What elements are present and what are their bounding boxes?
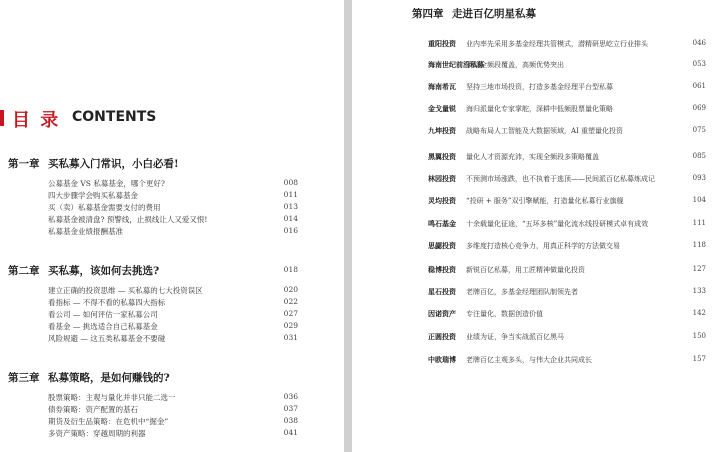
firm-entry[interactable] bbox=[428, 355, 712, 367]
chapter-title: 买私募入门常识，小白必看! bbox=[48, 158, 179, 170]
chapter-title: 走进百亿明星私募 bbox=[452, 8, 536, 20]
right-page bbox=[352, 0, 720, 452]
page-number: 142 bbox=[692, 309, 706, 317]
page-number: 041 bbox=[283, 428, 298, 437]
toc-entry[interactable]: 买（卖）私募基金需要支付的费用 013 bbox=[48, 202, 298, 212]
firm-name: 重阳投资 bbox=[428, 39, 456, 48]
firm-name: 灵均投资 bbox=[428, 196, 456, 205]
chapter-number: 第二章 bbox=[8, 265, 40, 277]
page-number: 014 bbox=[283, 214, 298, 223]
firm-name: 鸣石基金 bbox=[428, 219, 456, 228]
firm-entry[interactable] bbox=[428, 309, 712, 321]
toc-entry[interactable]: 公募基金 VS 私募基金，哪个更好? 008 bbox=[48, 178, 298, 188]
page-number: 061 bbox=[692, 82, 706, 90]
toc-title-english: CONTENTS bbox=[72, 109, 157, 125]
chapter-2 bbox=[8, 263, 338, 345]
firm-name: 稳博投资 bbox=[428, 265, 456, 274]
page-number: 111 bbox=[692, 219, 706, 227]
firm-entry[interactable] bbox=[428, 241, 712, 253]
toc-entry[interactable]: 风险规避 — 这五类私募基金不要碰 031 bbox=[48, 333, 298, 343]
firm-description: 老牌百亿主观多头，与伟大企业共同成长 bbox=[466, 356, 592, 364]
firm-description: 新锐百亿私募，用工匠精神做量化投资 bbox=[466, 266, 585, 274]
page-number: 016 bbox=[283, 226, 298, 235]
firm-description: 老牌百亿，多基金经理团队制领先者 bbox=[466, 288, 578, 296]
toc-entry[interactable]: 私募基金被清盘? 预警线，止损线让人又爱又恨! 014 bbox=[48, 214, 298, 224]
firm-name: 中欧瑞博 bbox=[428, 355, 456, 364]
page-number: 027 bbox=[283, 309, 298, 318]
page-number: 150 bbox=[692, 332, 706, 340]
page-number: 093 bbox=[692, 174, 706, 182]
toc-entry[interactable]: 看基金 — 挑选适合自己私募基金 029 bbox=[48, 321, 298, 331]
toc-entry[interactable]: 看公司 — 如何评估一家私募公司 027 bbox=[48, 309, 298, 319]
toc-entry[interactable]: 建立正确的投资思维 — 买私募的七大投资误区 020 bbox=[48, 285, 298, 295]
toc-entry[interactable]: 看指标 — 不得不看的私募四大指标 022 bbox=[48, 297, 298, 307]
toc-red-marker bbox=[0, 110, 4, 126]
toc-entry[interactable]: 多资产策略：穿越周期的利器 041 bbox=[48, 428, 298, 438]
firm-description: 坚持三地市场投资，打造多基金经理平台型私募 bbox=[466, 83, 613, 91]
firm-description: 量化人才资源充沛，实现全频段多策略覆盖 bbox=[466, 153, 599, 161]
chapter-number: 第四章 bbox=[412, 8, 444, 20]
left-page bbox=[0, 0, 344, 452]
firm-name: 林园投资 bbox=[428, 174, 456, 183]
page-number: 018 bbox=[283, 265, 298, 274]
toc-entry[interactable]: 债券策略：资产配置的基石 037 bbox=[48, 404, 298, 414]
firm-description: 十余载量化征途，“五环多核”量化流水线投研模式卓有成效 bbox=[466, 220, 649, 228]
toc-entry[interactable]: 期货及衍生品策略：在危机中“掘金” 038 bbox=[48, 416, 298, 426]
page-gutter bbox=[344, 0, 352, 452]
page-number: 029 bbox=[283, 321, 298, 330]
page-number: 031 bbox=[283, 333, 298, 342]
page-number: 020 bbox=[283, 285, 298, 294]
firm-entry[interactable] bbox=[428, 287, 712, 299]
firm-name: 思勰投资 bbox=[428, 241, 456, 250]
firm-description: 海归派量化专家掌舵，深耕中低频股票量化策略 bbox=[466, 105, 613, 113]
firm-entry[interactable] bbox=[428, 60, 712, 72]
chapter-heading[interactable] bbox=[8, 156, 338, 172]
firm-name: 星石投资 bbox=[428, 287, 456, 296]
firm-entry[interactable] bbox=[428, 196, 712, 208]
page-number: 008 bbox=[283, 178, 298, 187]
firm-description: 业绩为证，争当实战派百亿黑马 bbox=[466, 333, 564, 341]
firm-name: 正圆投资 bbox=[428, 332, 456, 341]
firm-name: 黑翼投资 bbox=[428, 152, 456, 161]
chapter-number: 第三章 bbox=[8, 372, 40, 384]
page-number: 133 bbox=[692, 287, 706, 295]
firm-entry[interactable] bbox=[428, 104, 712, 116]
firm-entry[interactable] bbox=[428, 332, 712, 344]
page-number: 104 bbox=[692, 196, 706, 204]
firm-entry[interactable] bbox=[428, 265, 712, 277]
firm-name: 金戈量锐 bbox=[428, 104, 456, 113]
firm-entry[interactable] bbox=[428, 174, 712, 186]
toc-entry[interactable]: 股票策略：主观与量化并非只能二选一 036 bbox=[48, 392, 298, 402]
chapter-heading[interactable] bbox=[8, 263, 338, 279]
page-number: 036 bbox=[283, 392, 298, 401]
firm-name: 因诺资产 bbox=[428, 309, 456, 318]
firm-description: “投研 + 服务”双引擎赋能，打造量化私募行业旗舰 bbox=[466, 197, 624, 205]
firm-entry[interactable] bbox=[428, 152, 712, 164]
chapter-title: 买私募，该如何去挑选? bbox=[48, 265, 160, 277]
page-number: 011 bbox=[283, 190, 298, 199]
firm-description: 策略全频段覆盖，高频优势突出 bbox=[466, 61, 564, 69]
page-number: 013 bbox=[283, 202, 298, 211]
firm-name: 九坤投资 bbox=[428, 126, 456, 135]
page-number: 069 bbox=[692, 104, 706, 112]
chapter-3 bbox=[8, 370, 338, 440]
page-number: 157 bbox=[692, 355, 706, 363]
firm-description: 业内率先采用多基金经理共管模式，潜精研思屹立行业排头 bbox=[466, 40, 648, 48]
firm-name: 海南希瓦 bbox=[428, 82, 456, 91]
firm-description: 不预测市场涨跌，也不执着于逃顶——民间派百亿私募炼成记 bbox=[466, 175, 655, 183]
firm-entry[interactable] bbox=[428, 82, 712, 94]
firm-entry[interactable] bbox=[428, 39, 712, 51]
chapter-number: 第一章 bbox=[8, 158, 40, 170]
firm-entry[interactable] bbox=[428, 219, 712, 231]
page-number: 037 bbox=[283, 404, 298, 413]
chapter-title: 私募策略，是如何赚钱的? bbox=[48, 372, 170, 384]
toc-entry[interactable]: 四大步骤学会购买私募基金 011 bbox=[48, 190, 298, 200]
firm-description: 专注量化，数据创造价值 bbox=[466, 310, 543, 318]
page-number: 127 bbox=[692, 265, 706, 273]
page-number: 075 bbox=[692, 126, 706, 134]
page-number: 118 bbox=[692, 241, 706, 249]
page-number: 053 bbox=[692, 60, 706, 68]
firm-description: 战略布局人工智能及大数据领域，AI 重塑量化投资 bbox=[466, 127, 624, 135]
toc-title: 目 录 bbox=[12, 110, 61, 131]
page-number: 085 bbox=[692, 152, 706, 160]
chapter-heading[interactable] bbox=[412, 6, 536, 21]
chapter-1 bbox=[8, 156, 338, 238]
toc-entry[interactable]: 私募基金业绩报酬基准 016 bbox=[48, 226, 298, 236]
chapter-heading[interactable] bbox=[8, 370, 338, 386]
firm-name: 海南世纪前沿私募 bbox=[428, 60, 484, 69]
page-number: 022 bbox=[283, 297, 298, 306]
page-number: 038 bbox=[283, 416, 298, 425]
firm-entry[interactable] bbox=[428, 126, 712, 138]
firm-description: 多维度打造核心竞争力，用真正科学的方法做交易 bbox=[466, 242, 620, 250]
page-number: 046 bbox=[692, 39, 706, 47]
